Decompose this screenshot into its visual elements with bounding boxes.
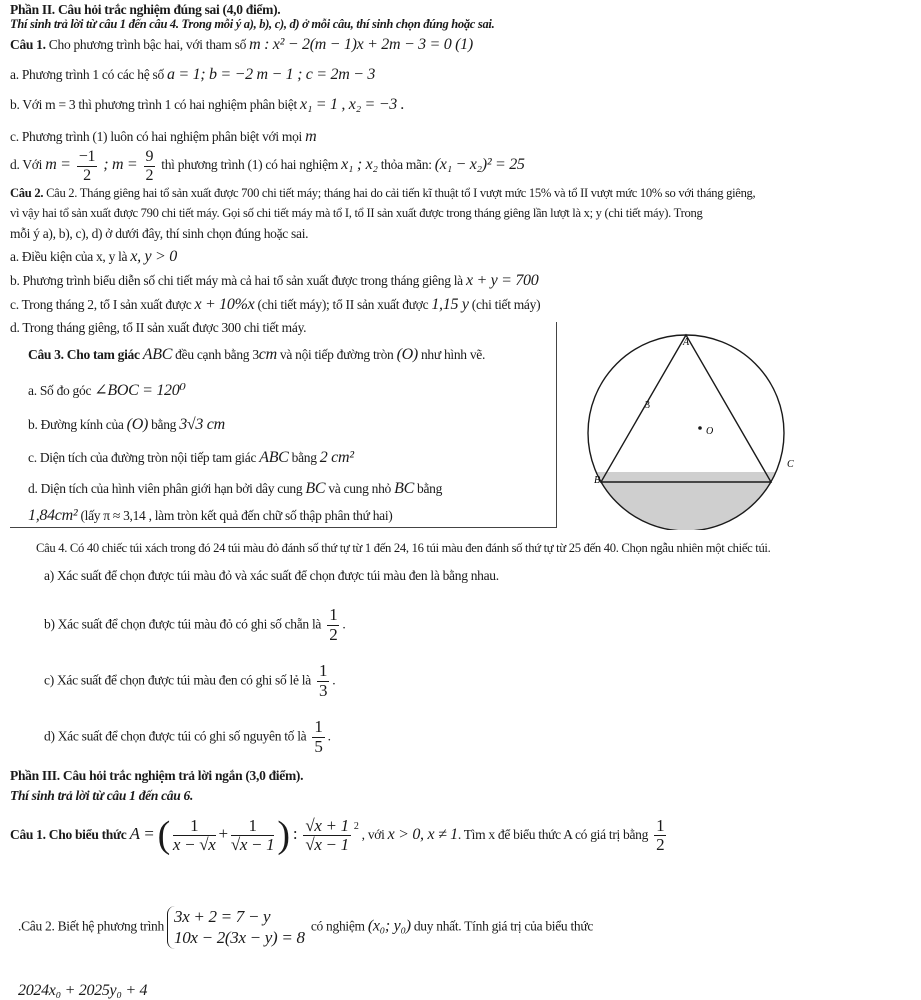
q1-stem: Câu 1. Cho phương trình bậc hai, với tham số m : x² − 2(m − 1)x + 2m − 3 = 0 (1)	[10, 36, 473, 53]
q2-option-c: c. Trong tháng 2, tổ I sản xuất được x + 10%x (chi tiết máy); tổ II sản xuất được 1,15 y (chi tiết máy)	[10, 296, 541, 313]
q1-option-a: a. Phương trình 1 có các hệ số a = 1; b = −2 m − 1 ; c = 2m − 3	[10, 66, 376, 83]
q3-option-b: b. Đường kính của (O) bằng 3√3 cm	[28, 416, 225, 433]
part3-title: Phần III. Câu hỏi trắc nghiệm trả lời ngắn (3,0 điểm).	[10, 768, 304, 783]
triangle-abc	[601, 335, 771, 482]
label-side: 3	[645, 400, 650, 411]
part2-instruction: Thí sinh trả lời từ câu 1 đến câu 4. Trong mỗi ý a), b), c), d) ở mỗi câu, thí sinh chọn đúng hoặc sai.	[10, 17, 495, 31]
q1-option-c: c. Phương trình (1) luôn có hai nghiệm phân biệt với mọi m	[10, 128, 317, 145]
q1-option-b: b. Với m = 3 thì phương trình 1 có hai nghiệm phân biệt x₁ = 1 , x₂ = −3 .	[10, 96, 405, 113]
p3-q2: .Câu 2. Biết hệ phương trình 3x + 2 = 7 − y 10x − 2(3x − y) = 8 có nghiệm (x₀; y₀) duy nhất. Tính giá trị của biểu thức	[18, 907, 594, 948]
p3-q2-expression: 2024x₀ + 2025y₀ + 4	[18, 982, 148, 999]
q2-stem-line2: vì vậy hai tổ sản xuất được 790 chi tiết máy. Gọi số chi tiết máy mà tổ I, tổ II sản xuất được trong tháng giêng lần lượt là x; y (chi tiết máy). Trong	[10, 206, 703, 220]
part3-instruction: Thí sinh trả lời từ câu 1 đến câu 6.	[10, 788, 194, 803]
q2-stem-line1: Câu 2. Câu 2. Tháng giêng hai tổ sản xuất được 700 chi tiết máy; tháng hai do cải tiến kĩ thuật tổ I vượt mức 15% và tổ II vượt mức 10% so với tháng giêng,	[10, 186, 756, 200]
segment-shaded	[588, 335, 784, 530]
q2-option-b: b. Phương trình biểu diễn số chi tiết máy mà cả hai tổ sản xuất được trong tháng giêng là x + y = 700	[10, 272, 539, 289]
label-a: A	[683, 337, 689, 348]
label-b: B	[594, 475, 600, 486]
q3-figure	[580, 325, 820, 530]
q3-option-c: c. Diện tích của đường tròn nội tiếp tam giác ABC bằng 2 cm²	[28, 449, 354, 466]
q3-option-d: d. Diện tích của hình viên phân giới hạn bởi dây cung BC và cung nhỏ BC bằng	[28, 480, 443, 497]
q4-option-b: b) Xác suất để chọn được túi màu đỏ có ghi số chẵn là $\frac{1}{2}$ .	[44, 605, 346, 644]
center-point	[698, 426, 702, 430]
q4-option-a: a) Xác suất để chọn được túi màu đỏ và xác suất để chọn được túi màu đen là bằng nhau.	[44, 568, 499, 583]
equation-system: 3x + 2 = 7 − y 10x − 2(3x − y) = 8	[167, 906, 305, 949]
label-o: O	[706, 426, 713, 437]
q4-option-c: c) Xác suất để chọn được túi màu đen có ghi số lẻ là $\frac{1}{3}$ .	[44, 661, 336, 700]
q3-option-a: a. Số đo góc ∠BOC = 120⁰	[28, 382, 186, 399]
q3-stem: Câu 3. Cho tam giác ABC đều cạnh bằng 3cm và nội tiếp đường tròn (O) như hình vẽ.	[28, 346, 486, 363]
q2-option-d: d. Trong tháng giêng, tổ II sản xuất được 300 chi tiết máy.	[10, 320, 307, 335]
q3-option-d-cont: 1,84cm² (lấy π ≈ 3,14 , làm tròn kết quả đến chữ số thập phân thứ hai)	[28, 507, 393, 524]
label-c: C	[787, 459, 794, 470]
q2-option-a: a. Điều kiện của x, y là x, y > 0	[10, 248, 177, 265]
p3-q1: Câu 1. Cho biểu thức A = ( $\frac{1}{x - √x}$ + $\frac{1}{√x - 1}$ ) : $\frac{√x + 1}{√x - 1}$ $^2$ , với x > 0, x ≠ 1. Tìm x để biểu thức A có giá trị bằng $\frac{1}{2}$	[10, 814, 665, 856]
q2-stem-line3: mỗi ý a), b), c), d) ở dưới đây, thí sinh chọn đúng hoặc sai.	[10, 226, 309, 241]
q4-stem: Câu 4. Có 40 chiếc túi xách trong đó 24 túi màu đỏ đánh số thứ tự từ 1 đến 24, 16 túi màu đen đánh số thứ tự từ 25 đến 40. Chọn ngẫu nhiên một chiếc túi.	[36, 541, 771, 555]
q4-option-d: d) Xác suất để chọn được túi có ghi số nguyên tố là $\frac{1}{5}$ .	[44, 717, 331, 756]
q1-option-d: d. Với m = $\frac{-1}{2}$ ; m = $\frac{9}{2}$ thì phương trình (1) có hai nghiệm x₁ ; x₂ thỏa mãn: (x₁ − x₂)² = 25	[10, 148, 525, 184]
part2-title: Phần II. Câu hỏi trắc nghiệm đúng sai (4,0 điểm).	[10, 2, 281, 17]
